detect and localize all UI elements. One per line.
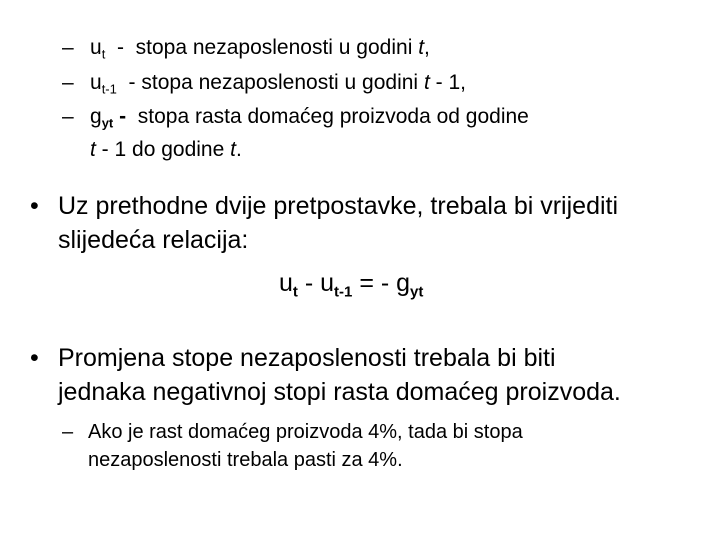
definition-tail: , (424, 36, 430, 59)
subscript-yt: yt (101, 115, 114, 131)
bullet2-line1: Promjena stope nezaposlenosti trebala bi biti (58, 344, 556, 372)
definition-text: stopa nezaposlenosti u godini (135, 36, 419, 59)
eq-minus: - (297, 269, 321, 297)
equation (279, 268, 424, 301)
variable-t: t (418, 36, 425, 59)
definition-text: stopa nezaposlenosti u godini (141, 71, 424, 94)
subscript-t: t (101, 46, 106, 62)
separator: - (116, 71, 142, 94)
definition-text: stopa rasta domaćeg proizvoda od godine (137, 105, 529, 128)
eq-subscript-t: t (292, 283, 298, 301)
dash-marker: – (62, 36, 74, 59)
subbullet-line2: nezaposlenosti trebala pasti za 4%. (88, 449, 403, 471)
eq-symbol-u: u (279, 269, 293, 297)
bullet-marker: • (30, 344, 39, 372)
definition-tail: - 1, (429, 71, 466, 94)
bullet-marker: • (30, 192, 39, 220)
dash-marker: – (62, 71, 74, 94)
bullet1-line2: slijedeća relacija: (58, 226, 249, 254)
symbol-g: g (90, 105, 102, 128)
eq-subscript-yt: yt (410, 283, 424, 301)
definition-continuation (90, 138, 242, 162)
bullet2-line2: jednaka negativnoj stopi rasta domaćeg proizvoda. (58, 378, 621, 406)
variable-t: t (90, 138, 96, 161)
separator: - (113, 105, 138, 128)
bullet1-line1: Uz prethodne dvije pretpostavke, trebala bi vrijediti (58, 192, 619, 220)
eq-equals-minus: = - (352, 269, 397, 297)
variable-t: t (230, 138, 236, 161)
subbullet-text: Ako je rast domaćeg proizvoda 4%, tada bi stopa (88, 421, 523, 443)
eq-symbol-g: g (396, 269, 411, 297)
separator: - (105, 36, 136, 59)
variable-t: t (423, 71, 430, 94)
subscript-t-1: t-1 (101, 81, 117, 97)
symbol-u: u (90, 36, 102, 59)
continuation-text: - 1 do godine (95, 138, 231, 161)
continuation-tail: . (235, 138, 242, 161)
dash-marker: – (62, 105, 74, 128)
symbol-u: u (90, 71, 102, 94)
dash-marker: – (62, 421, 74, 443)
eq-subscript-t-1: t-1 (334, 283, 353, 301)
eq-symbol-u: u (320, 269, 335, 297)
